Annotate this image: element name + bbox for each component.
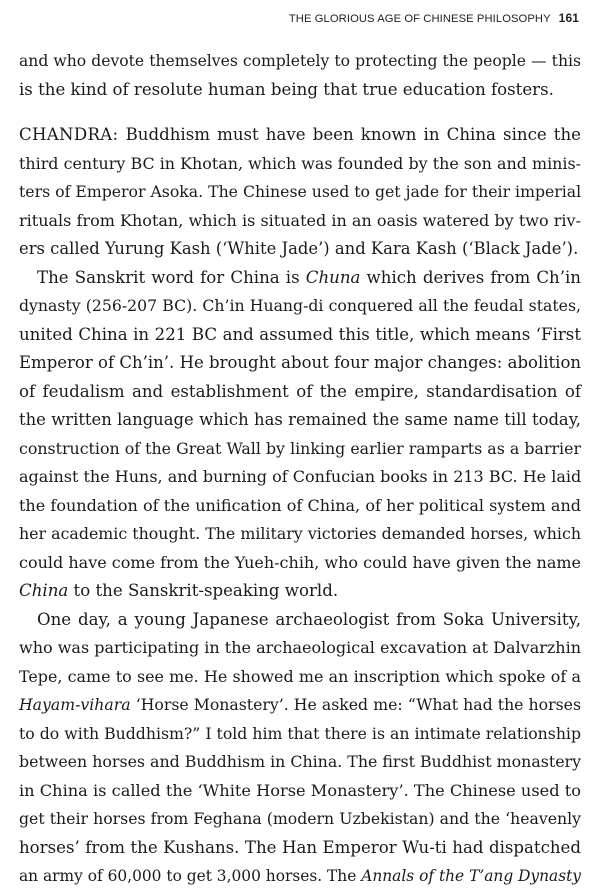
text-line: between horses and Buddhism in China. The first Buddhist monastery [19,752,582,771]
text-line: get their horses from Feghana (modern Uzbekistan) and the ‘heavenly [19,809,581,828]
italic-term: Annals of the T’ang Dynasty [361,867,581,885]
text-line: who was participating in the archaeological excavation at Dalvarzhin [19,638,582,657]
text-line: and who devote themselves completely to protecting the people — this [19,52,581,70]
text-line: construction of the Great Wall by linking earlier ramparts as a barrier [19,438,581,458]
running-header [21,11,579,25]
italic-term: Hayam-vihara [19,695,131,714]
italic-term: China [19,581,69,600]
text-line: rituals from Khotan, which is situated in an oasis watered by two riv- [19,210,581,230]
text-line: of feudalism and establishment of the empire, standardisation of [19,381,581,401]
text-fragment: The Sanskrit word for China is [37,267,306,287]
text-line [19,862,581,891]
speaker-label: CHANDRA: [19,125,119,144]
paragraph-1 [19,47,581,104]
text-fragment: ‘Horse Monastery’. He asked me: “What had the horses [130,695,581,714]
text-line: to do with Buddhism?” I told him that there is an intimate relationship [19,723,581,743]
text-line: Tepe, came to see me. He showed me an inscription which spoke of a [19,666,581,686]
text-line: Emperor of Ch’in’. He brought about four major changes: abolition [19,353,581,372]
text-line [19,691,581,720]
text-line: in China is called the ‘White Horse Monastery’. The Chinese used to [19,780,581,800]
text-line: ers called Yurung Kash (‘White Jade’) and Kara Kash (‘Black Jade’). [19,239,579,258]
text-line: One day, a young Japanese archaeologist from Soka University, [37,609,581,629]
text-fragment: an army of 60,000 to get 3,000 horses. The [19,867,362,885]
text-line: her academic thought. The military victories demanded horses, which [19,524,581,543]
paragraph-4 [19,606,581,891]
text-line: dynasty (256-207 BC). Ch’in Huang-di conquered all the feudal states, [19,296,581,315]
paragraph-3 [19,264,581,606]
section-gap [19,104,581,121]
page-number: 161 [558,11,579,25]
text-fragment: to the Sanskrit-speaking world. [68,581,339,600]
text-fragment: Buddhism must have been known in China since the [118,125,581,144]
text-line: ters of Emperor Asoka. The Chinese used to get jade for their imperial [19,182,582,201]
text-line: united China in 221 BC and assumed this title, which means ‘First [19,324,581,344]
text-line [19,264,581,293]
text-line: the foundation of the unification of China, of her political system and [19,495,581,515]
text-fragment: which derives from Ch’in [360,267,581,287]
text-line: horses’ from the Kushans. The Han Emperor Wu-ti had dispatched [19,837,581,857]
text-line: against the Huns, and burning of Confucian books in 213 BC. He laid [19,467,582,486]
italic-term: Chuna [305,267,361,287]
paragraph-2 [19,121,581,264]
text-line: could have come from the Yueh-chih, who could have given the name [19,552,581,572]
text-line: is the kind of resolute human being that true education fosters. [19,79,554,99]
page-body [19,47,581,891]
running-title: THE GLORIOUS AGE OF CHINESE PHILOSOPHY [288,13,551,25]
text-line [19,121,581,150]
text-line [19,577,581,606]
text-line: the written language which has remained the same name till today, [19,410,581,429]
text-line: third century BC in Khotan, which was founded by the son and minis- [19,153,581,173]
